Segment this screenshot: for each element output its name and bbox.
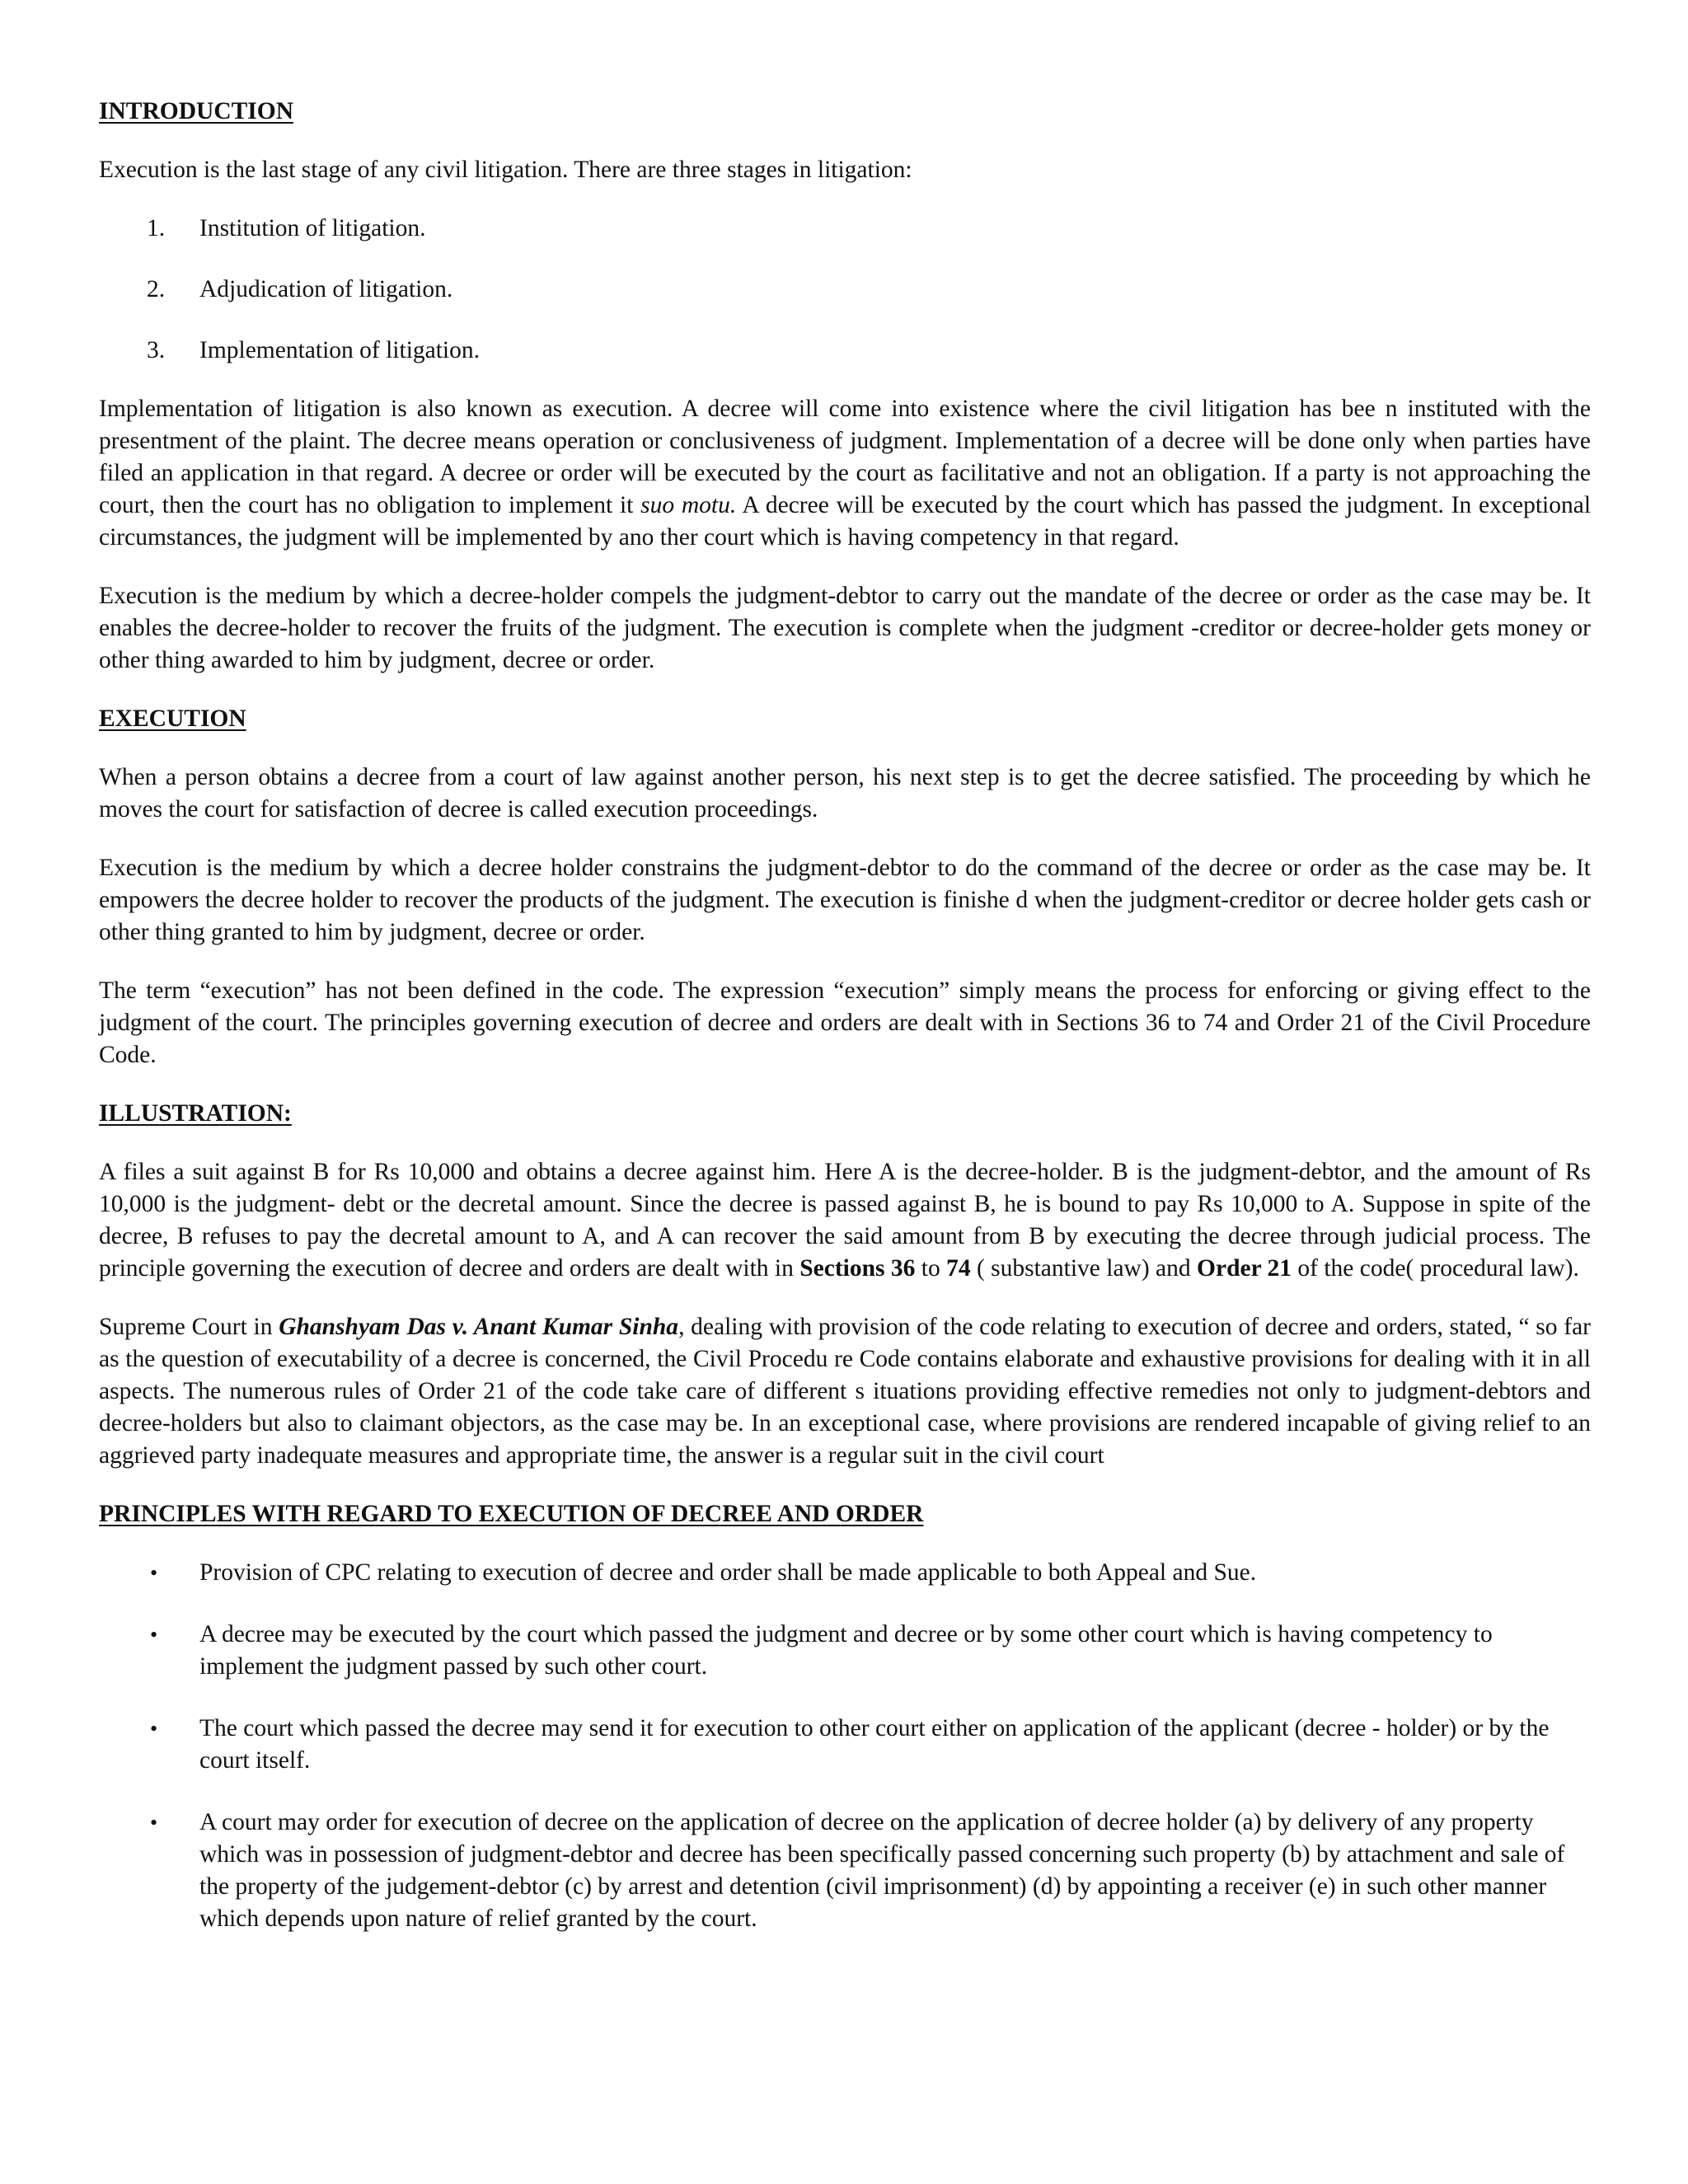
execution-paragraph-2: Execution is the medium by which a decree holder constrains the judgment-debtor to do the command of the decree or order as the case may be. It empowers the decree holder to recover the products of the judgment. The execution is finishe d when the judgment-creditor or decree holder gets cash or other thing granted to him by judgment, decree or order. [99,855,1591,945]
execution-paragraph-1: When a person obtains a decree from a court of law against another person, his next step is to get the decree satisfied. The proceeding by which he moves the court for satisfaction of decree is called execution proceedings. [99,764,1591,823]
paragraph-text: to [915,1255,947,1282]
bullet-icon: • [150,1811,158,1835]
bold-reference: Order 21 [1197,1255,1292,1282]
italic-term: suo motu. [640,492,737,518]
list-item-text: Institution of litigation. [199,215,426,241]
paragraph-text: of the code( procedural law). [1292,1255,1579,1282]
paragraph-text: A decree will be executed by the court which has passed the judgment. In exceptional circumstances, the judgment will be implemented by ano ther court which is having competency in that regard. [99,492,1592,551]
list-number: 1. [147,215,166,241]
list-number: 3. [147,337,166,363]
section-heading-introduction: INTRODUCTION [99,98,294,124]
principles-list [99,1557,1591,1935]
paragraph-text: ( substantive law) and [970,1255,1198,1282]
list-item [99,274,1591,306]
paragraph-text: , dealing with provision of the code relating to execution of decree and orders, stated, “ so far as the question of executability of a decree is concerned, the Civil Procedu re Code contains elaborate and exhaustive provisions for dealing with it in all aspects. The numerous rules of Order 21 of the code take care of different s ituations providing effective remedies not only to judgment-debtors and decree-holders but also to claimant objectors, as the case may be. In an exceptional case, where provisions are rendered incapable of giving relief to an aggrieved party inadequate measures and appropriate time, the answer is a regular suit in the civil court [99,1314,1592,1469]
list-item [99,1557,1591,1589]
bold-reference: 74 [946,1255,971,1282]
section-heading-principles: PRINCIPLES WITH REGARD TO EXECUTION OF DECREE AND ORDER [99,1501,924,1527]
list-item [99,335,1591,367]
illustration-paragraph-2 [99,1311,1591,1472]
litigation-stages-list [99,213,1591,367]
section-heading-illustration: ILLUSTRATION: [99,1100,292,1127]
list-item [99,1713,1591,1777]
paragraph-text: Implementation of litigation is also known as execution. A decree will come into existence where the civil litigation has bee n instituted with the presentment of the plaint. The decree means operation or conclusiveness of judgment. Implementation of a decree will be done only when parties have filed an application in that regard. A decree or order will be executed by the court as facilitative and not an obligation. If a party is not approaching the court, then the court has no obligation to implement it [99,396,1591,518]
list-item-text: A decree may be executed by the court which passed the judgment and decree or by some other court which is having competency to implement the judgment passed by such other court. [199,1621,1493,1680]
intro-paragraph-implementation [99,393,1591,554]
paragraph-text: A files a suit against B for Rs 10,000 and obtains a decree against him. Here A is the decree-holder. B is the judgment-debtor, and the amount of Rs 10,000 is the judgment- debt or the decretal amount. Since the decree is passed against B, he is bound to pay Rs 10,000 to A. Suppose in spite of the decree, B refuses to pay the decretal amount to A, and A can recover the said amount from B by executing the decree through judicial process. The principle governing the execution of decree and orders are dealt with in [99,1159,1591,1282]
list-item [99,1619,1591,1683]
list-item [99,213,1591,245]
list-item-text: The court which passed the decree may send it for execution to other court either on application of the applicant (decree - holder) or by the court itself. [199,1715,1550,1774]
bullet-icon: • [150,1561,158,1585]
intro-lead-paragraph: Execution is the last stage of any civil litigation. There are three stages in litigation: [99,157,912,183]
case-name: Ghanshyam Das v. Anant Kumar Sinha [279,1314,679,1340]
list-item [99,1807,1591,1935]
paragraph-text: Supreme Court in [99,1314,279,1340]
list-item-text: Provision of CPC relating to execution of decree and order shall be made applicable to both Appeal and Sue. [199,1559,1257,1586]
list-item-text: A court may order for execution of decree on the application of decree on the application of decree holder (a) by delivery of any property which was in possession of judgment-debtor and decree has been specifically passed concerning such property (b) by attachment and sale of the property of the judgement-debtor (c) by arrest and detention (civil imprisonment) (d) by appointing a receiver (e) in such other manner which depends upon nature of relief granted by the court. [199,1809,1565,1932]
document-page [99,96,1591,1965]
list-item-text: Implementation of litigation. [199,337,480,363]
bold-reference: Sections 36 [799,1255,916,1282]
bullet-icon: • [150,1717,158,1741]
list-item-text: Adjudication of litigation. [199,276,453,302]
bullet-icon: • [150,1623,158,1647]
list-number: 2. [147,276,166,302]
execution-paragraph-3: The term “execution” has not been defined in the code. The expression “execution” simply means the process for enforcing or giving effect to the judgment of the court. The principles governing execution of decree and orders are dealt with in Sections 36 to 74 and Order 21 of the Civil Procedure Code. [99,977,1591,1068]
intro-paragraph-medium: Execution is the medium by which a decree-holder compels the judgment-debtor to carry out the mandate of the decree or order as the case may be. It enables the decree-holder to recover the fruits of the judgment. The execution is complete when the judgment -creditor or decree-holder gets money or other thing awarded to him by judgment, decree or order. [99,583,1591,673]
section-heading-execution: EXECUTION [99,705,246,732]
illustration-paragraph-1 [99,1156,1591,1285]
